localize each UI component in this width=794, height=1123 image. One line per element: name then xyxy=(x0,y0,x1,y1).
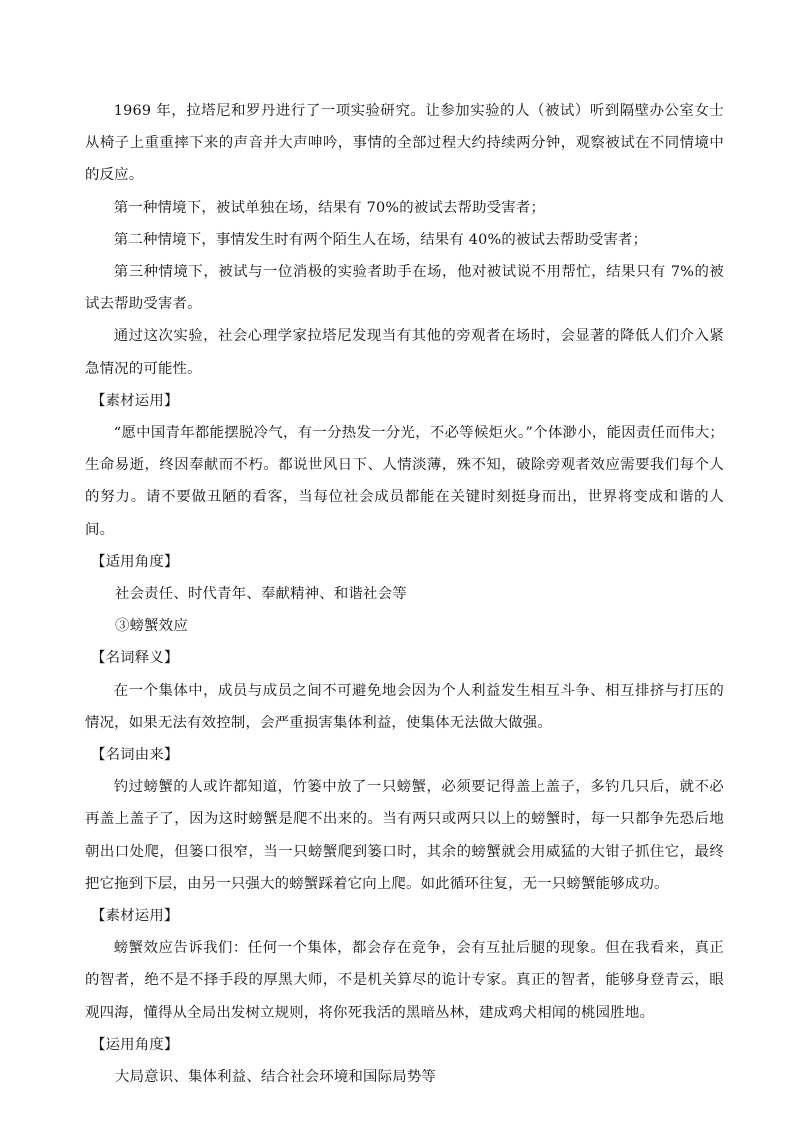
crab-effect-title: ③螃蟹效应 xyxy=(115,618,188,635)
usage-angle-text: 大局意识、集体利益、结合社会环境和国际局势等 xyxy=(115,1069,436,1086)
material-usage-heading: 【素材运用】 xyxy=(91,392,179,409)
term-definition-heading: 【名词释义】 xyxy=(91,650,179,667)
term-origin-text: 钓过螃蟹的人或许都知道，竹篓中放了一只螃蟹，必须要记得盖上盖子，多钓几只后，就不必再盖上盖子了，因为这时螃蟹是爬不出来的。当有两只或两只以上的螃蟹时，每一只都争先恐后地朝出口处爬，但篓口很窄，当一只螃蟹爬到篓口时，其余的螃蟹就会用威猛的大钳子抓住它，最终把它拖到下层，由另一只强大的螃蟹踩着它向上爬。如此循环往复，无一只螃蟹能够成功。 xyxy=(85,779,724,892)
usage-angle-heading: 【运用角度】 xyxy=(91,1036,179,1053)
material-usage-text: “愿中国青年都能摆脱冷气，有一分热发一分光，不必等候炬火。”个体渺小，能因责任而伟大；生命易逝，终因奉献而不朽。都说世风日下、人情淡薄，殊不知，破除旁观者效应需要我们每个人的努力。请不要做丑陋的看客，当每位社会成员都能在关键时刻挺身而出，世界将变成和谐的人间。 xyxy=(85,425,724,538)
term-origin-heading: 【名词由来】 xyxy=(91,747,179,764)
scenario-one-paragraph: 第一种情境下，被试单独在场，结果有 70%的被试去帮助受害者； xyxy=(113,199,546,216)
scenario-two-paragraph: 第二种情境下，事情发生时有两个陌生人在场，结果有 40%的被试去帮助受害者； xyxy=(113,231,648,248)
scenario-three-paragraph: 第三种情境下，被试与一位消极的实验者助手在场，他对被试说不用帮忙，结果只有 7%的被试去帮助受害者。 xyxy=(85,264,724,313)
experiment-conclusion-paragraph: 通过这次实验，社会心理学家拉塔尼发现当有其他的旁观者在场时，会显著的降低人们介入紧急情况的可能性。 xyxy=(85,328,724,377)
crab-material-usage-text: 螃蟹效应告诉我们：任何一个集体，都会存在竞争，会有互扯后腿的现象。但在我看来，真正的智者，绝不是不择手段的厚黑大师，不是机关算尽的诡计专家。真正的智者，能够身登青云，眼观四海，懂得从全局出发树立规则，将你死我活的黑暗丛林，建成鸡犬相闻的桃园胜地。 xyxy=(85,940,724,1021)
term-definition-text: 在一个集体中，成员与成员之间不可避免地会因为个人利益发生相互斗争、相互排挤与打压的情况，如果无法有效控制，会严重损害集体利益，使集体无法做大做强。 xyxy=(85,682,724,731)
applicable-angle-text: 社会责任、时代青年、奉献精神、和谐社会等 xyxy=(115,586,407,603)
applicable-angle-heading: 【适用角度】 xyxy=(91,553,179,570)
experiment-intro-paragraph: 1969 年，拉塔尼和罗丹进行了一项实验研究。让参加实验的人（被试）听到隔壁办公室女士从椅子上重重摔下来的声音并大声呻吟，事情的全部过程大约持续两分钟，观察被试在不同情境中的反应。 xyxy=(85,103,724,184)
crab-material-usage-heading: 【素材运用】 xyxy=(91,908,179,925)
